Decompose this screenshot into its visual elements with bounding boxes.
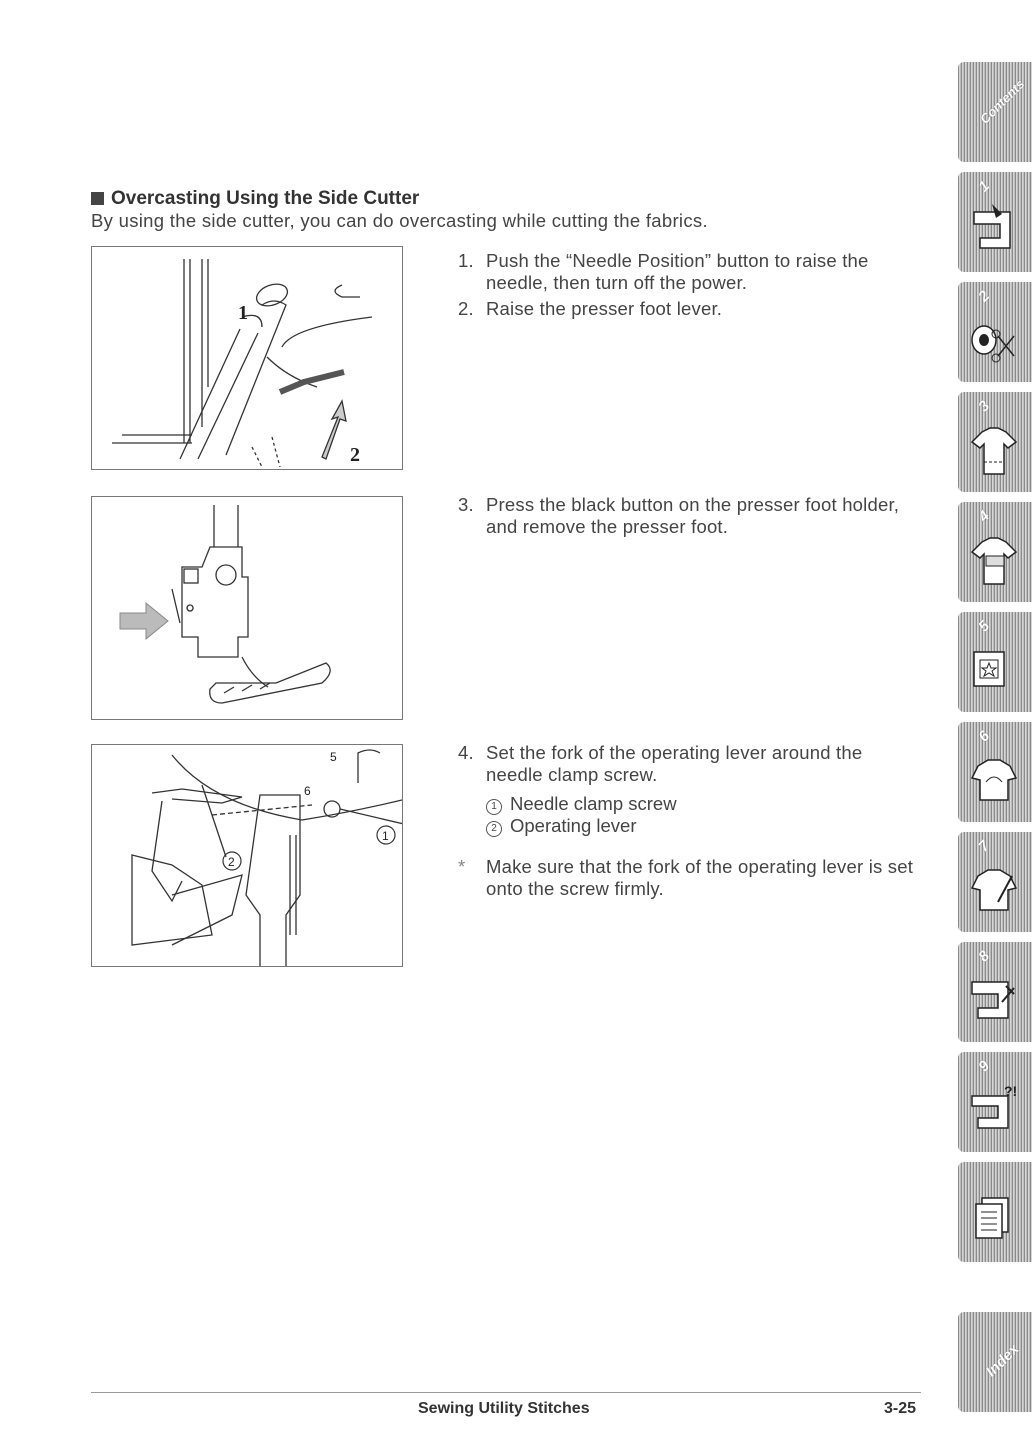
tab-8-label: 8 xyxy=(974,947,993,966)
figure-operating-lever xyxy=(91,744,403,967)
step-2-number: 2. xyxy=(458,298,474,319)
step-3-text: Press the black button on the presser foot holder, and remove the presser foot. xyxy=(486,494,900,537)
tab-chapter-6[interactable] xyxy=(958,722,1032,822)
svg-text:?!: ?! xyxy=(1004,1083,1018,1099)
note-mark: * xyxy=(458,856,466,877)
note-text: Make sure that the fork of the operating lever is set onto the screw firmly. xyxy=(486,856,914,899)
step-2-text: Raise the presser foot lever. xyxy=(486,298,723,319)
tab-chapter-5[interactable] xyxy=(958,612,1032,712)
step-4 xyxy=(428,742,924,786)
step-4-text: Set the fork of the operating lever around the needle clamp screw. xyxy=(486,742,863,785)
tab-contents[interactable] xyxy=(958,62,1032,162)
shirt-icon xyxy=(968,422,1020,478)
tab-index[interactable] xyxy=(958,1312,1032,1412)
figure-presser-foot-removal xyxy=(91,496,403,720)
figure-needle-position xyxy=(91,246,403,470)
callout-2: 2 xyxy=(350,444,360,466)
page-number: 3-25 xyxy=(884,1400,917,1417)
step-4-number: 4. xyxy=(458,742,474,763)
part-2-label: Operating lever xyxy=(510,815,637,836)
tab-chapter-2[interactable] xyxy=(958,282,1032,382)
figure-1-drawing xyxy=(92,247,402,469)
heading-square-icon xyxy=(91,192,104,205)
tab-appendix[interactable] xyxy=(958,1162,1032,1262)
tab-1-label: 1 xyxy=(974,177,993,196)
documents-icon xyxy=(968,1192,1020,1248)
footer-rule xyxy=(91,1392,921,1393)
tab-3-label: 3 xyxy=(974,397,993,416)
step-1-number: 1. xyxy=(458,250,474,271)
tab-chapter-8[interactable] xyxy=(958,942,1032,1042)
section-intro: By using the side cutter, you can do overcasting while cutting the fabrics. xyxy=(91,210,708,231)
part-2 xyxy=(486,815,636,837)
section-heading xyxy=(91,188,419,210)
footer-title: Sewing Utility Stitches xyxy=(418,1400,590,1417)
tab-9-label: 9 xyxy=(974,1057,993,1076)
shirt-abc-icon xyxy=(968,532,1020,588)
thread-scissors-icon xyxy=(968,312,1020,368)
tab-chapter-3[interactable] xyxy=(958,392,1032,492)
tab-chapter-9[interactable] xyxy=(958,1052,1032,1152)
figure-2-drawing xyxy=(92,497,402,719)
figure-3-drawing xyxy=(92,745,402,966)
part-2-mark: 2 xyxy=(486,821,502,837)
machine-question-icon xyxy=(968,1082,1020,1138)
tab-chapter-1[interactable] xyxy=(958,172,1032,272)
step-3-number: 3. xyxy=(458,494,474,515)
embroidery-frame-icon xyxy=(968,642,1020,698)
note xyxy=(428,856,924,900)
machine-tools-icon xyxy=(968,972,1020,1028)
tab-2-label: 2 xyxy=(974,287,993,306)
shirt-pen-icon xyxy=(968,862,1020,918)
shirt-design-icon xyxy=(968,752,1020,808)
callout-1: 1 xyxy=(238,302,248,324)
tab-chapter-4[interactable] xyxy=(958,502,1032,602)
tab-4-label: 4 xyxy=(974,507,993,526)
tab-6-label: 6 xyxy=(974,727,993,746)
tab-index-label: Index xyxy=(982,1340,1023,1381)
section-heading-text: Overcasting Using the Side Cutter xyxy=(111,188,420,209)
callout-5: 5 xyxy=(330,750,337,764)
callout-6: 6 xyxy=(304,784,311,798)
step-3 xyxy=(428,494,924,538)
tab-chapter-7[interactable] xyxy=(958,832,1032,932)
part-1-mark: 1 xyxy=(486,799,502,815)
tab-7-label: 7 xyxy=(974,837,993,856)
machine-icon xyxy=(968,202,1020,258)
step-1 xyxy=(428,250,924,294)
part-1 xyxy=(486,793,677,815)
tab-5-label: 5 xyxy=(974,617,993,636)
callout-c2: 2 xyxy=(228,855,235,869)
step-1-text: Push the “Needle Position” button to raise the needle, then turn off the power. xyxy=(486,250,869,293)
step-2 xyxy=(428,298,924,320)
part-1-label: Needle clamp screw xyxy=(510,793,677,814)
callout-c1: 1 xyxy=(382,829,389,843)
tab-contents-label: Contents xyxy=(976,76,1028,127)
